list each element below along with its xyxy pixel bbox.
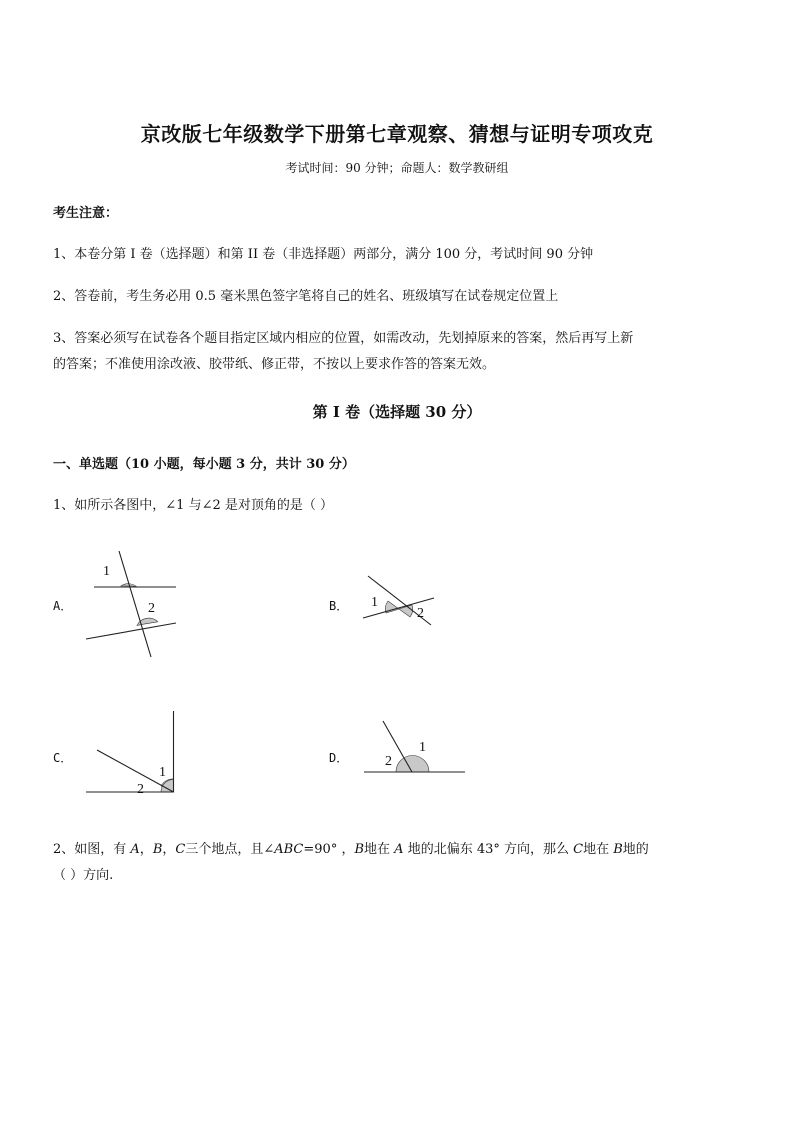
- point-a: A: [394, 842, 404, 857]
- point-b: B: [152, 842, 163, 857]
- option-d-label: D．: [329, 751, 349, 765]
- q2-text: 三个地点，且∠: [185, 842, 275, 857]
- option-b-figure: [360, 570, 440, 640]
- transversal: [119, 551, 151, 657]
- angle-1-label: 1: [103, 564, 110, 579]
- q2-text: ，: [139, 842, 153, 857]
- option-a-label: A．: [53, 599, 73, 613]
- angle-2-label: 2: [385, 754, 392, 769]
- q2-text: 地在: [364, 842, 395, 857]
- angle-2-label: 2: [417, 606, 424, 621]
- point-c: C: [175, 842, 186, 857]
- option-c-label: C．: [53, 751, 73, 765]
- exam-info: 考试时间：90 分钟；命题人：数学教研组: [285, 161, 509, 175]
- point-b: B: [613, 842, 623, 857]
- q2-text: ，: [162, 842, 176, 857]
- option-b-label: B．: [329, 599, 349, 613]
- question-2-blank-line: （ ）方向.: [53, 868, 114, 883]
- point-b: B: [354, 842, 365, 857]
- line-bottom: [86, 623, 176, 639]
- option-c-figure: [80, 705, 190, 805]
- question-1-stem: 1、如所示各图中，∠1 与∠2 是对顶角的是（ ）: [53, 498, 333, 513]
- angle-1-label: 1: [159, 765, 166, 780]
- q2-text: 2、如图，有: [53, 842, 131, 857]
- notice-item-3: 3、答案必须写在试卷各个题目指定区域内相应的位置，如需改动，先划掉原来的答案，然后再写上新: [53, 331, 634, 346]
- angle-2-label: 2: [148, 601, 155, 616]
- straight-angle-shade: [396, 756, 429, 773]
- option-d-figure: [360, 715, 470, 780]
- angle-abc: ABC: [274, 842, 304, 857]
- angle-1-label: 1: [419, 740, 426, 755]
- q2-text: 地的: [622, 842, 649, 857]
- notice-item-1: 1、本卷分第 I 卷（选择题）和第 II 卷（非选择题）两部分，满分 100 分，考试时间 90 分钟: [53, 247, 594, 262]
- q2-text: =90° ，: [303, 842, 355, 857]
- point-c: C: [573, 842, 584, 857]
- point-a: A: [130, 842, 140, 857]
- page-title: 京改版七年级数学下册第七章观察、猜想与证明专项攻克: [140, 122, 654, 146]
- angle-2-label: 2: [137, 782, 144, 797]
- option-a-figure: [80, 545, 190, 665]
- q2-text: 地在: [583, 842, 614, 857]
- notice-item-2: 2、答卷前，考生务必用 0.5 毫米黑色签字笔将自己的姓名、班级填写在试卷规定位置上: [53, 289, 559, 304]
- part-heading: 一、单选题（10 小题，每小题 3 分，共计 30 分）: [53, 457, 355, 472]
- q2-text: 地的北偏东 43° 方向，那么: [403, 842, 574, 857]
- section-title: 第 I 卷（选择题 30 分）: [312, 403, 482, 421]
- notice-heading: 考生注意：: [53, 206, 119, 221]
- notice-item-3-cont: 的答案；不准使用涂改液、胶带纸、修正带，不按以上要求作答的答案无效。: [53, 357, 496, 372]
- angle-1-label: 1: [371, 595, 378, 610]
- question-2-stem: [53, 838, 649, 857]
